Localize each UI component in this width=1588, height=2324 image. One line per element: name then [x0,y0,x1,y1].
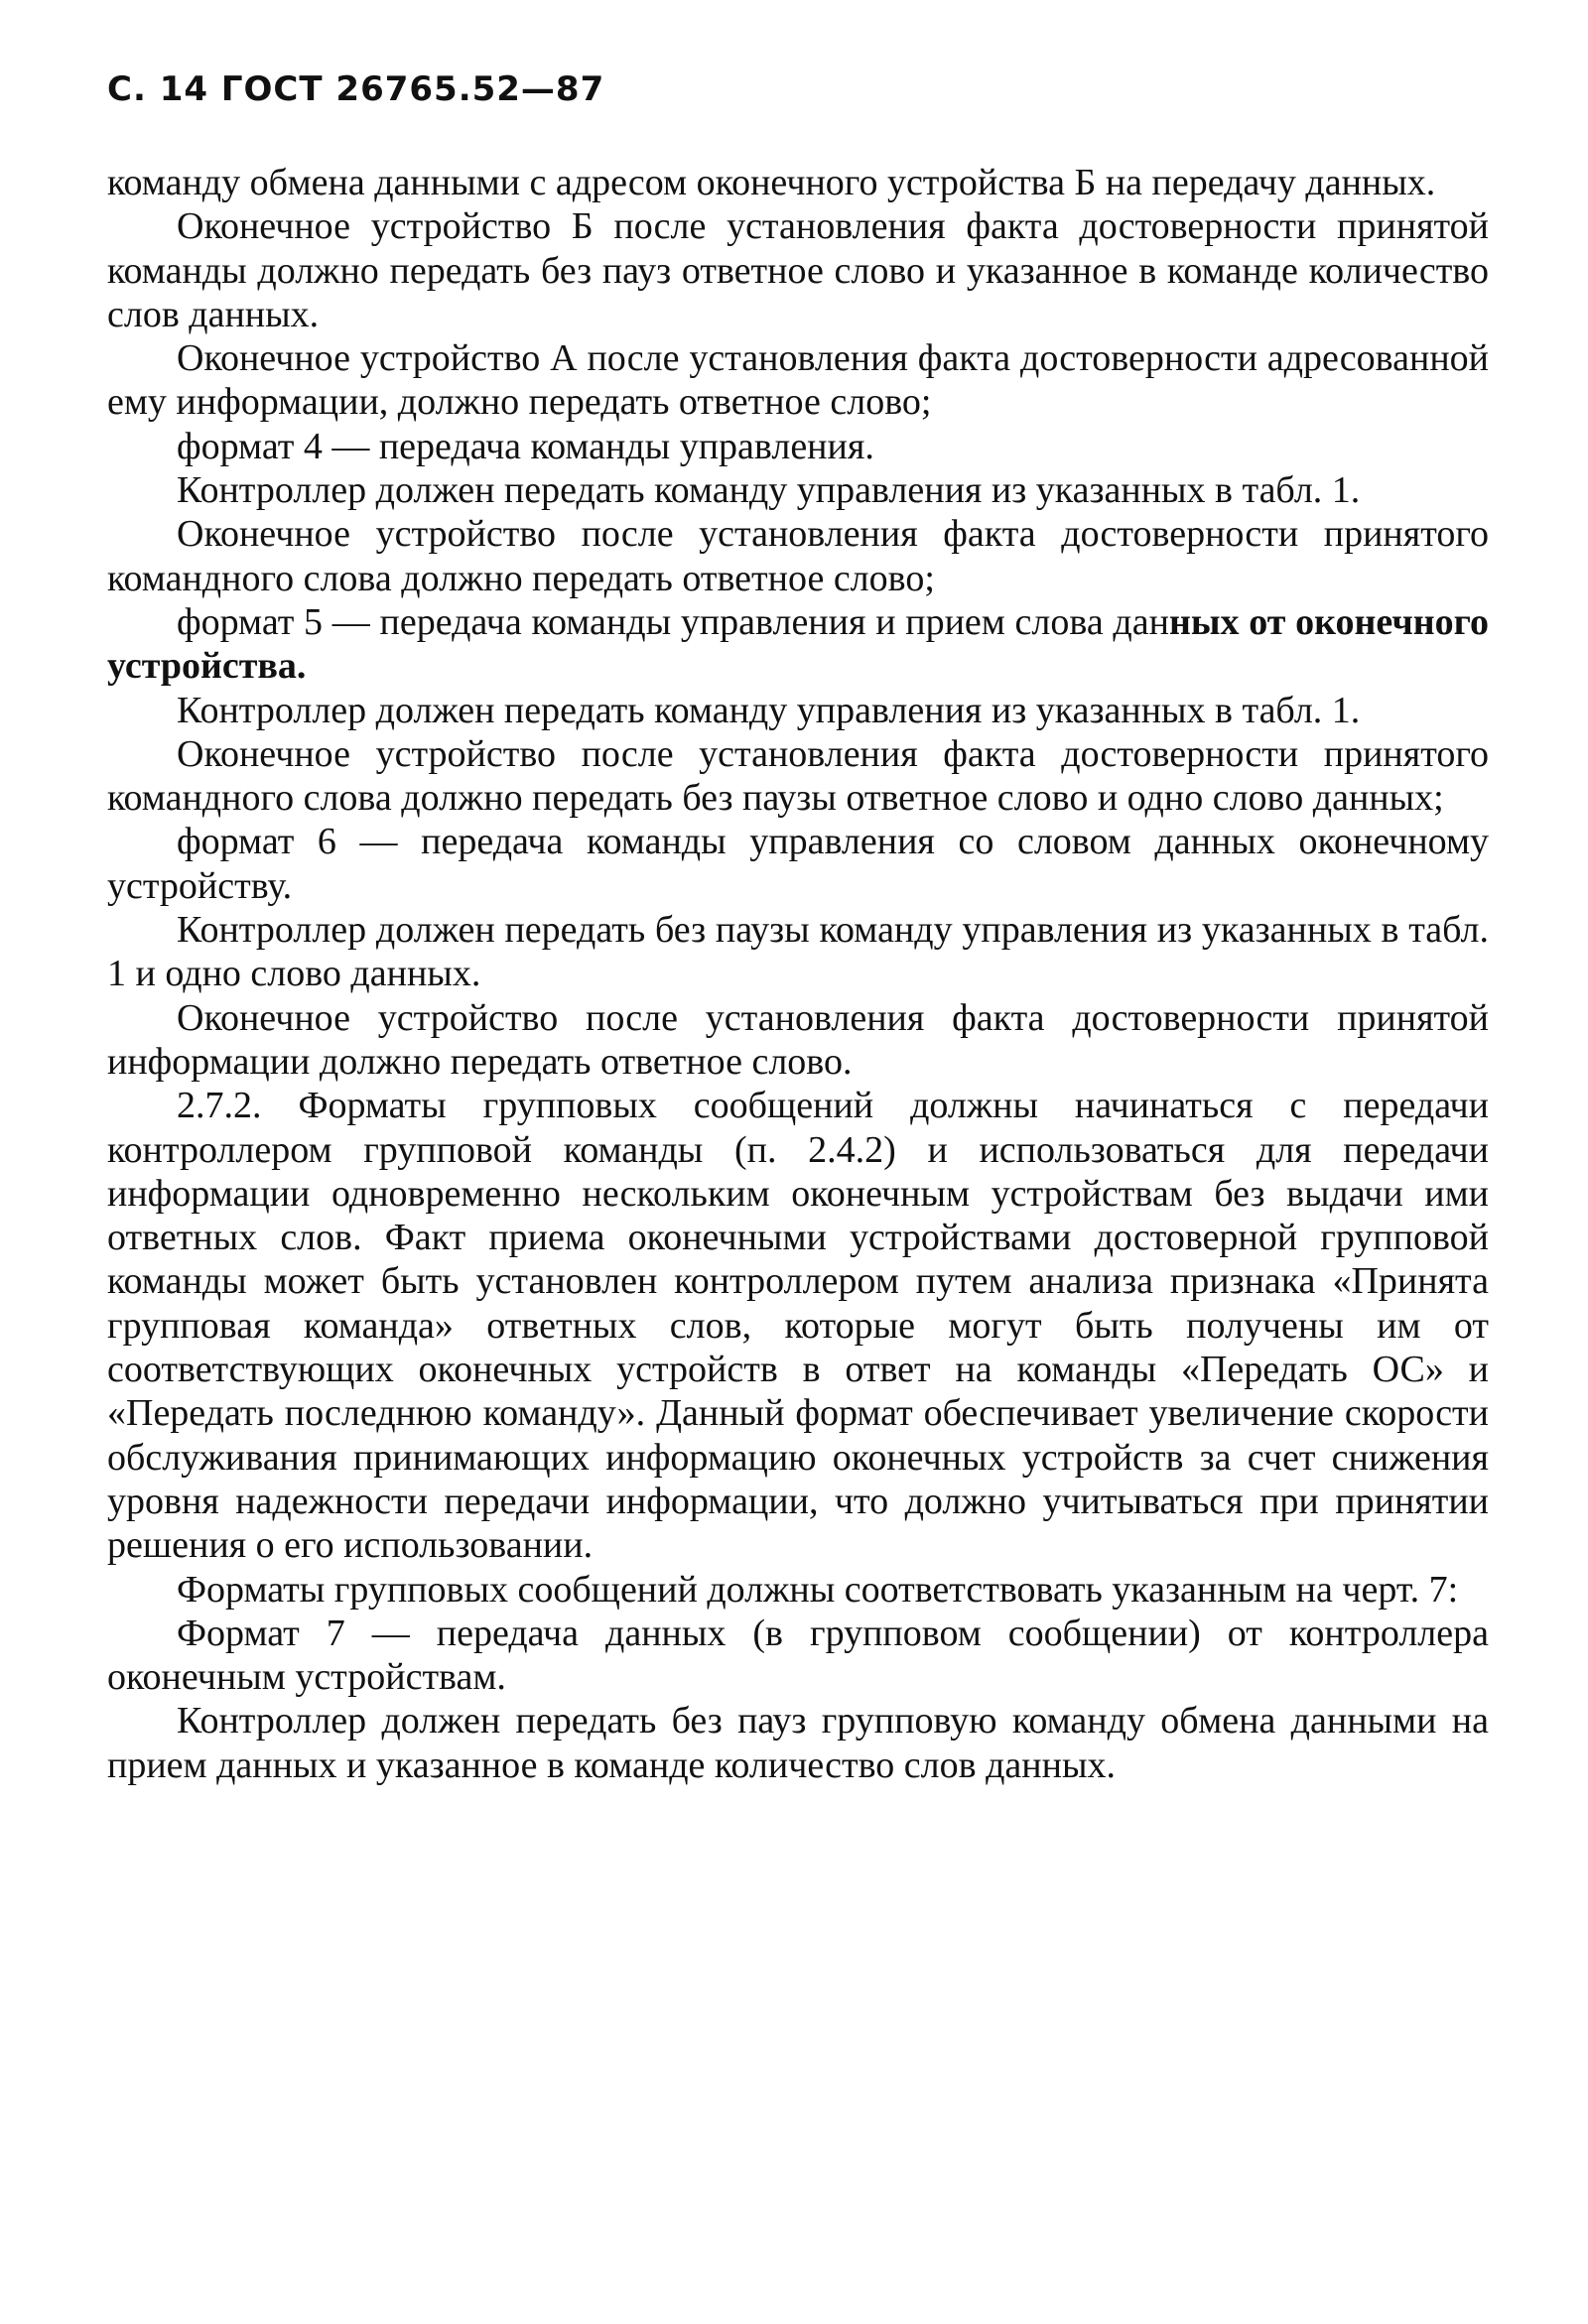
paragraph: формат 4 — передача команды управления. [177,425,874,467]
paragraph: Формат 7 — передача данных (в групповом сообщении) от контроллера оконечным устройствам. [107,1612,1489,1699]
paragraph: Контроллер должен передать без пауз групповую команду обмена данными на прием данных и указанное в команде количество слов данных. [107,1700,1489,1786]
paragraph: Оконечное устройство после установления факта достоверности принятого командного слова должно передать ответное слово; [107,513,1489,599]
paragraph: команду обмена данными с адресом оконечного устройства Б на передачу данных. [107,162,1436,203]
paragraph: Контроллер должен передать команду управления из указанных в табл. 1. [177,469,1361,512]
paragraph-bold-tail: ных от оконечного устройства. [107,600,1489,688]
paragraph: 2.7.2. Форматы групповых сообщений должны начинаться с передачи контроллером групповой команды (п. 2.4.2) и использоваться для передачи информации одновременно нескольким оконечным устройствам без выдачи ими ответных слов. Факт приема оконечными устройствами достоверной групповой команды может быть установлен контроллером путем анализа признака «Принята групповая команда» ответных слов, которые могут быть получены им от соответствующих оконечных устройств в ответ на команды «Передать ОС» и «Передать последнюю команду». Данный формат обеспечивает увеличение скорости обслуживания принимающих информацию оконечных устройств за счет снижения уровня надежности передачи информации, что должно учитываться при принятии решения о его использовании. [107,1085,1489,1567]
paragraph: Оконечное устройство после установления факта достоверности принятого командного слова должно передать без паузы ответное слово и одно слово данных; [107,732,1489,820]
paragraph: Форматы групповых сообщений должны соответствовать указанным на черт. 7: [177,1568,1459,1611]
paragraph: Контроллер должен передать без паузы команду управления из указанных в табл. 1 и одно слово данных. [107,909,1489,995]
paragraph: Оконечное устройство А после установления факта достоверности адресованной ему информации, должно передать ответное слово; [107,337,1489,424]
running-header: С. 14 ГОСТ 26765.52—87 [107,69,605,109]
paragraph: формат 6 — передача команды управления со словом данных оконечному устройству. [107,821,1489,907]
paragraph-text: формат 5 — передача команды управления и прием слова дан [177,600,1169,643]
body-text [107,161,1489,1787]
paragraph: Оконечное устройство Б после установления факта достоверности принятой команды должно передать без пауз ответное слово и указанное в команде количество слов данных. [107,205,1489,335]
paragraph [107,600,1489,689]
paragraph: Контроллер должен передать команду управления из указанных в табл. 1. [177,689,1361,731]
paragraph: Оконечное устройство после установления факта достоверности принятой информации должно передать ответное слово. [107,996,1489,1083]
